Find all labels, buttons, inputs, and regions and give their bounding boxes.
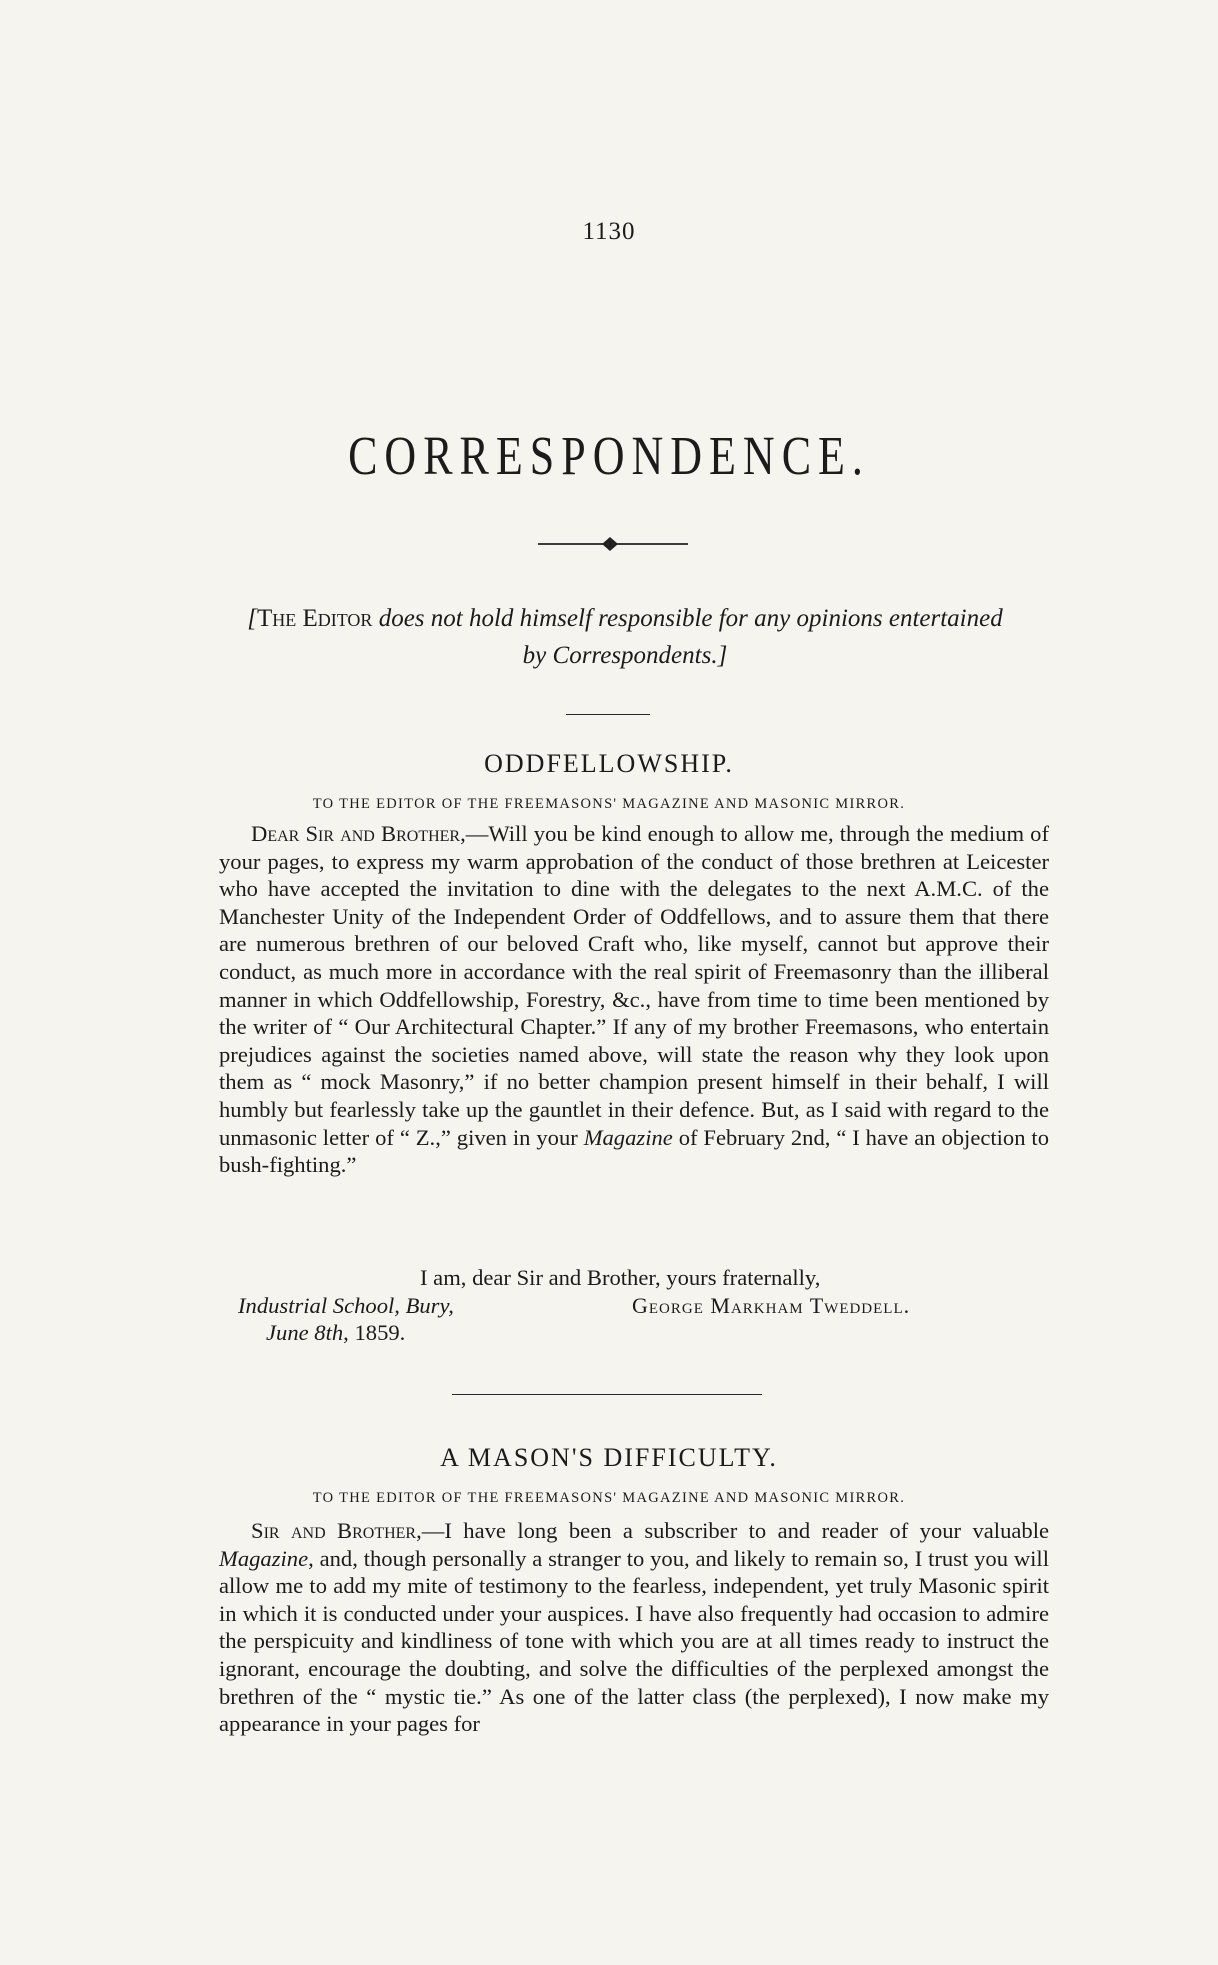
letter-address-2: TO THE EDITOR OF THE FREEMASONS' MAGAZINE AND MASONIC MIRROR.	[312, 1490, 906, 1506]
article-title-oddfellowship: ODDFELLOWSHIP.	[484, 749, 734, 778]
letter-date: June 8th, 1859.	[266, 1320, 406, 1345]
section-title: CORRESPONDENCE.	[348, 425, 870, 487]
article-title-masons-difficulty: A MASON'S DIFFICULTY.	[440, 1443, 778, 1472]
letter-salutation-2: Sir and Brother,	[251, 1518, 422, 1543]
page-number: 1130	[582, 218, 636, 245]
letter-body-masons-difficulty: Sir and Brother,—I have long been a subscriber to and reader of your valuable Magazine, and, though personally a stranger to you, and likely to remain so, I trust you will allow me to add my mite of testimony to the fearless, independent, yet truly Masonic spirit in which it is conducted under your auspices. I have also frequently had occasion to admire the perspicuity and kindliness of tone with which you are at all times ready to instruct the ignorant, encourage the doubting, and solve the difficulties of the perplexed amongst the brethren of the “ mystic tie.” As one of the latter class (the perplexed), I now make my appearance in your pages for	[219, 1518, 1049, 1737]
letter-signature: George Markham Tweddell.	[632, 1293, 911, 1318]
short-rule	[566, 714, 650, 715]
letter-body-oddfellowship: Dear Sir and Brother,—Will you be kind enough to allow me, through the medium of your pages, to express my warm approbation of the conduct of those brethren at Leicester who have accepted the invitation to dine with the delegates to the next A.M.C. of the Manchester Unity of the Independent Order of Oddfellows, and to assure them that there are numerous brethren of our beloved Craft who, like myself, cannot but approve their conduct, as much more in accordance with the real spirit of Freemasonry than the illiberal manner in which Oddfellowship, Forestry, &c., have from time to time been mentioned by the writer of “ Our Architectural Chapter.” If any of my brother Freemasons, who entertain prejudices against the societies named above, will state the reason why they look upon them as “ mock Masonry,” if no better champion present himself in their behalf, I will humbly but fearlessly take up the gauntlet in their defence. But, as I said with regard to the unmasonic letter of “ Z.,” given in your Magazine of February 2nd, “ I have an objection to bush-fighting.”	[219, 821, 1050, 1178]
disclaimer-subject: The Editor	[256, 605, 373, 632]
letter-salutation: Dear Sir and Brother,	[251, 821, 466, 846]
section-rule	[452, 1394, 762, 1395]
divider-ornament-icon	[538, 536, 688, 552]
disclaimer-text: does not hold himself responsible for any opinions entertained by Correspondents.	[372, 605, 1003, 669]
letter-signoff: I am, dear Sir and Brother, yours fraternally,	[420, 1265, 821, 1290]
letter-place: Industrial School, Bury,	[238, 1293, 454, 1318]
letter-address: TO THE EDITOR OF THE FREEMASONS' MAGAZINE AND MASONIC MIRROR.	[312, 796, 906, 812]
editor-disclaimer: [The Editor does not hold himself responsible for any opinions entertained by Correspondents.]	[247, 605, 1003, 669]
